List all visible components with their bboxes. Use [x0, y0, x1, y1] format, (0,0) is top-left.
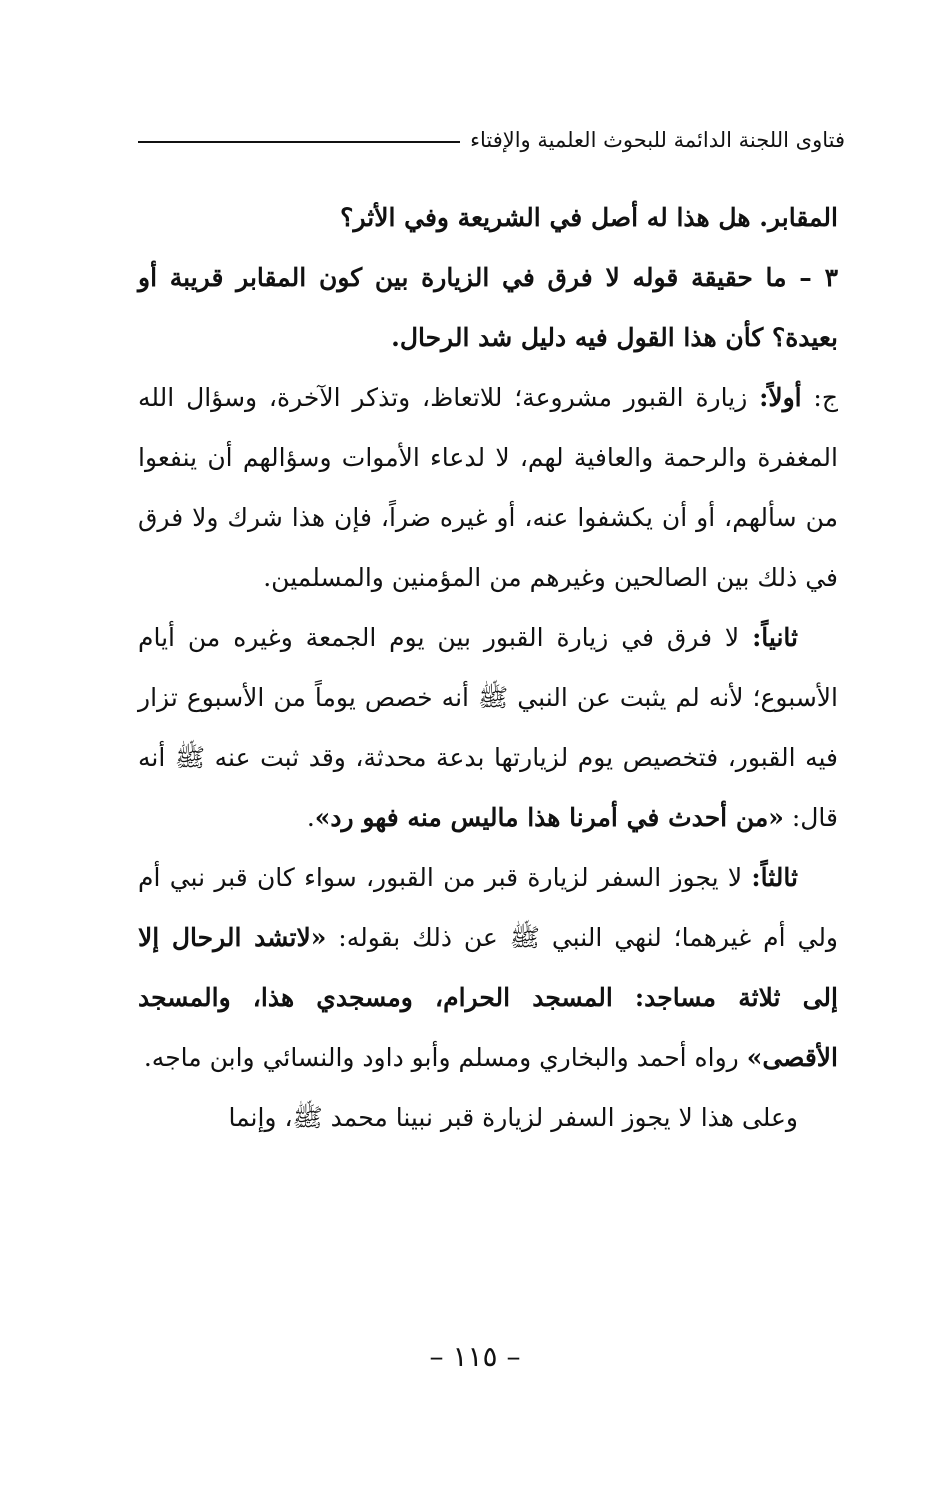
answer-second-end: . — [306, 803, 315, 832]
page-number: – ١١٥ – — [429, 1340, 521, 1373]
answer-second-label: ثانياً: — [752, 623, 798, 652]
answer-first-text: زيارة القبور مشروعة؛ للاتعاظ، وتذكر الآخرة، وسؤال الله المغفرة والرحمة والعافية لهم، لا لدعاء الأموات وسؤالهم أن ينفعوا من سألهم، أو أن يكشفوا عنه، أو غيره ضراً، فإن هذا شرك ولا فرق في ذلك بين الصالحين وغيرهم من المؤمنين والمسلمين. — [138, 383, 838, 592]
running-header — [138, 120, 845, 160]
answer-third-end: رواه أحمد والبخاري ومسلم وأبو داود والنسائي وابن ماجه. — [143, 1043, 747, 1072]
header-rule — [138, 141, 460, 143]
running-header-title: فتاوى اللجنة الدائمة للبحوث العلمية والإفتاء — [470, 128, 845, 152]
answer-fourth-paragraph: وعلى هذا لا يجوز السفر لزيارة قبر نبينا محمد ﷺ، وإنما — [228, 1103, 798, 1132]
answer-third-text: لا يجوز السفر لزيارة قبر من القبور، سواء كان قبر نبي أم ولي أم غيرهما؛ لنهي النبي ﷺ عن ذلك بقوله: — [138, 863, 839, 952]
hadith-quote: «من أحدث في أمرنا هذا ماليس منه فهو رد» — [314, 803, 784, 832]
answer-third-paragraph — [138, 848, 838, 1088]
hadith-quote-three-mosques: «لاتشد الرحال إلا إلى ثلاثة مساجد: المسجد الحرام، ومسجدي هذا، والمسجد الأقصى» — [138, 923, 838, 1072]
answer-first-paragraph — [138, 368, 838, 608]
answer-third-label: ثالثاً: — [751, 863, 798, 892]
answer-second-text: لا فرق في زيارة القبور بين يوم الجمعة وغيره من أيام الأسبوع؛ لأنه لم يثبت عن النبي ﷺ أنه خصص يوماً من الأسبوع تزار فيه القبور، فتخصيص يوم لزيارتها بدعة محدثة، وقد ثبت عنه ﷺ أنه قال: — [138, 623, 838, 832]
page-body — [138, 188, 838, 1148]
question-item-3: ٣ – ما حقيقة قوله لا فرق في الزيارة بين كون المقابر قريبة أو بعيدة؟ كأن هذا القول فيه دليل شد الرحال. — [138, 263, 838, 352]
answer-prefix: ج: — [801, 383, 838, 412]
question-continued: المقابر. هل هذا له أصل في الشريعة وفي الأثر؟ — [340, 203, 838, 232]
answer-second-paragraph — [138, 608, 838, 848]
answer-first-label: أولاً: — [759, 383, 802, 412]
